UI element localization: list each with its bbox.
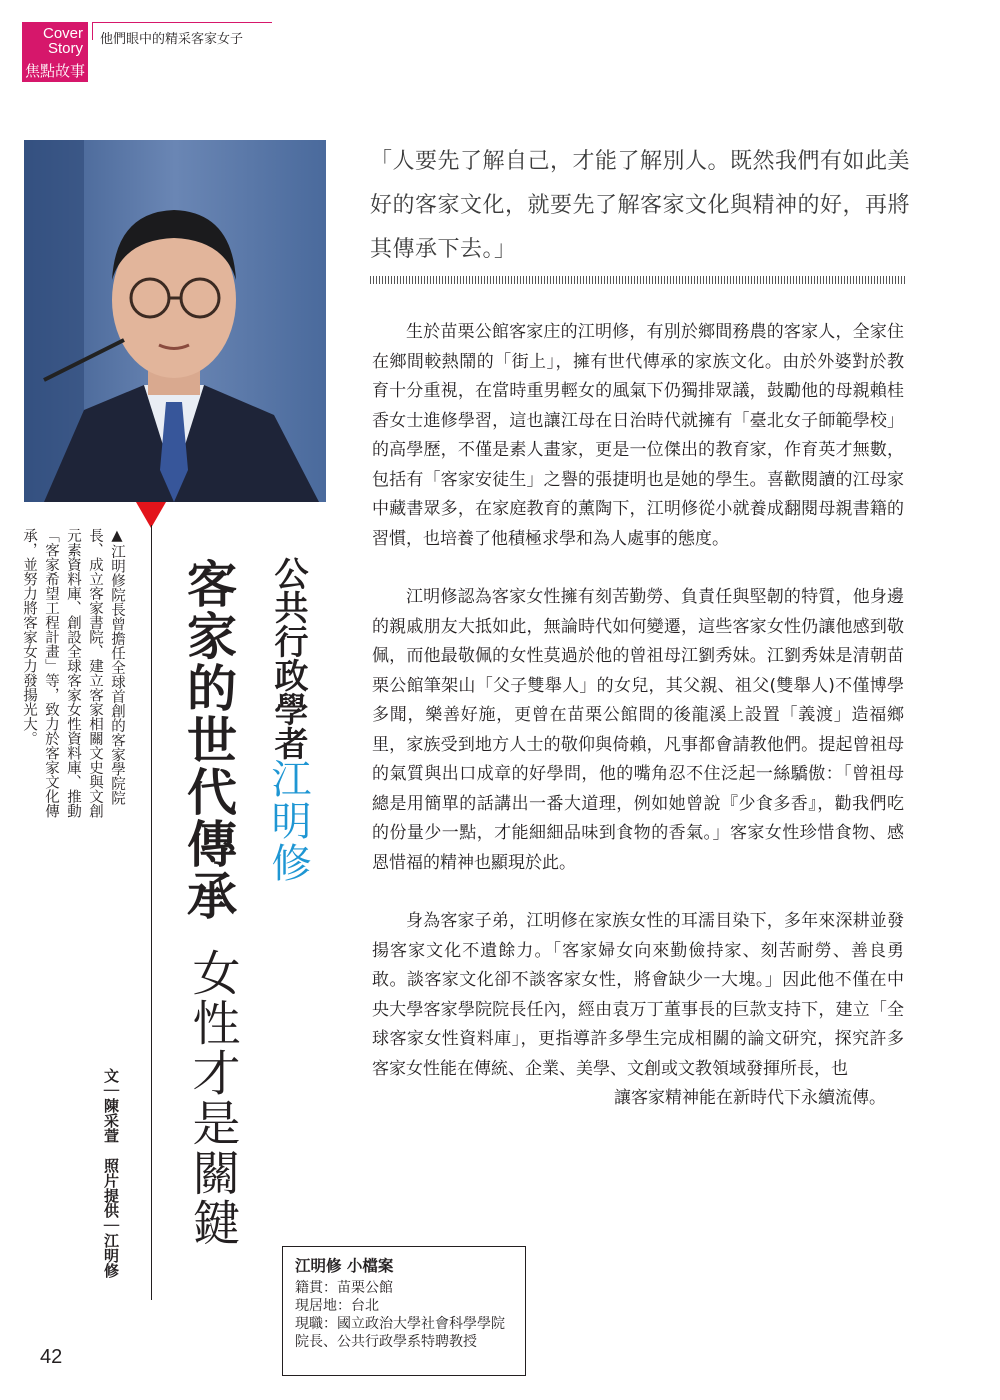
header-divider [92,22,93,40]
cover-story-tab [22,22,88,82]
sub-title: 女性才是關鍵 [184,948,240,1248]
paragraph-2: 江明修認為客家女性擁有刻苦勤勞、負責任與堅韌的特質，他身邊的親戚朋友大抵如此，無論時代如何變遷，這些客家女性仍讓他感到敬佩，而他最敬佩的女性莫過於他的曾祖母江劉秀妹。江劉秀妹是清朝苗栗公館筆架山「父子雙舉人」的女兒，其父親、祖父(雙舉人)不僅博學多聞，樂善好施，更曾在苗栗公館間的後龍溪上設置「義渡」造福鄉里，家族受到地方人士的敬仰與倚賴，凡事都會請教他們。提起曾祖母的氣質與出口成章的好學問，他的嘴角忍不住泛起一絲驕傲：「曾祖母總是用簡單的話講出一番大道理，例如她曾說『少食多香』，勸我們吃的份量少一點，才能細細品味到食物的香氣。」客家女性珍惜食物、感恩惜福的精神也顯現於此。 [372,587,904,873]
profile-origin: 籍貫：苗栗公館 [295,1280,393,1296]
role-title: 公共行政學者 [268,556,308,760]
profile-heading: 江明修 小檔案 [295,1257,394,1275]
profile-residence: 現居地：台北 [295,1298,379,1314]
portrait-photo [24,140,326,502]
pull-quote: 「人要先了解自己，才能了解別人。既然我們有如此美好的客家文化，就要先了解客家文化與精神的好，再將其傳承下去。」 [370,149,911,262]
paragraph-3 [372,907,904,1114]
vertical-divider [151,525,152,1300]
header-rule [92,22,272,23]
profile-box [282,1246,526,1376]
cover-label: Cover [42,25,83,42]
focus-story-label: 焦點故事 [24,62,85,80]
credit-line: 文｜陳采萱 照片提供｜江明修 [102,1068,120,1278]
article-body [372,318,904,1114]
page-number: 42 [40,1346,63,1368]
profile-job-2: 院長、公共行政學系特聘教授 [295,1334,477,1350]
profile-job-1: 現職：國立政治大學社會科學學院 [295,1316,505,1332]
photo-caption: ▲江明修院長曾擔任全球首創的客家學院院長、成立客家書院、建立客家相關文史與文創元素資料庫、創設全球客家女性資料庫、推動「客家希望工程計畫」等，致力於客家文化傳承，並努力將客家女力發揚光大。 [21,528,125,818]
person-name: 江明修 [265,758,311,884]
main-title: 客家的世代傳承 [179,558,238,922]
quote-divider [370,276,906,284]
section-title: 他們眼中的精采客家女子 [100,32,244,47]
paragraph-3-end: 讓客家精神能在新時代下永續流傳。 [614,1088,886,1108]
story-label: Story [47,40,83,57]
portrait-illustration [24,140,326,502]
paragraph-3-text: 身為客家子弟，江明修在家族女性的耳濡目染下，多年來深耕並發揚客家文化不遺餘力。「客家婦女向來勤儉持家、刻苦耐勞、善良勇敢。談客家文化卻不談客家女性，將會缺少一大塊。」因此他不僅在中央大學客家學院院長任內，經由袁万丁董事長的巨款支持下，建立「全球客家女性資料庫」，更指導許多學生完成相關的論文研究，探究許多客家女性能在傳統、企業、美學、文創或文教領域發揮所長，也 [372,911,904,1079]
paragraph-1: 生於苗栗公館客家庄的江明修，有別於鄉間務農的客家人，全家住在鄉間較熱鬧的「街上」，擁有世代傳承的家族文化。由於外婆對於教育十分重視，在當時重男輕女的風氣下仍獨排眾議，鼓勵他的母親賴桂香女士進修學習，這也讓江母在日治時代就擁有「臺北女子師範學校」的高學歷，不僅是素人畫家，更是一位傑出的教育家，作育英才無數，包括有「客家安徒生」之譽的張捷明也是她的學生。喜歡閱讀的江母家中藏書眾多，在家庭教育的薰陶下，江明修從小就養成翻閱母親書籍的習慣，也培養了他積極求學和為人處事的態度。 [372,322,904,549]
